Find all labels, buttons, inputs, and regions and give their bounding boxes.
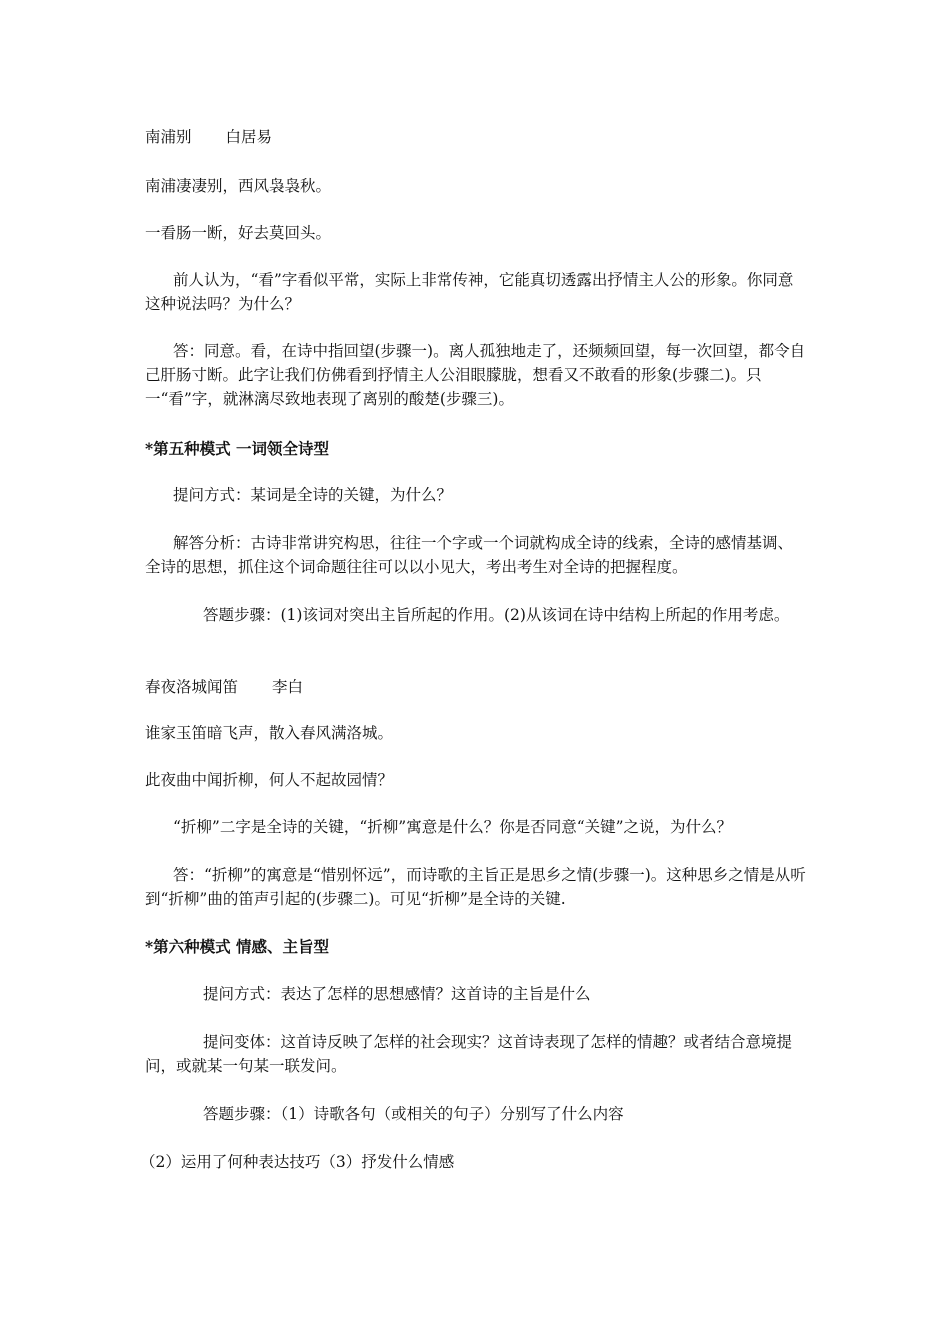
mode5-heading: *第五种模式 一词领全诗型 (145, 439, 330, 458)
poem1-title: 南浦别 (145, 128, 192, 146)
poem1-title-line (145, 125, 808, 149)
poem1-line2: 一看肠一断，好去莫回头。 (145, 224, 332, 242)
poem2-line2: 此夜曲中闻折柳，何人不起故园情？ (145, 771, 394, 789)
poem2-author: 李白 (272, 678, 304, 696)
q1-answer: 答：同意。看，在诗中指回望(步骤一)。离人孤独地走了，还频频回望，每一次回望，都令自己肝肠寸断。此字让我们仿佛看到抒情主人公泪眼朦胧，想看又不敢看的形象(步骤二)。只一“看”字，就淋漓尽致地表现了离别的酸楚(步骤三)。 (145, 342, 806, 408)
poem2-title: 春夜洛城闻笛 (145, 678, 239, 696)
poem1-line1: 南浦凄凄别，西风袅袅秋。 (145, 177, 332, 195)
poem1-author: 白居易 (225, 128, 273, 146)
q1-question: 前人认为，“看”字看似平常，实际上非常传神，它能真切透露出抒情主人公的形象。你同意这种说法吗？为什么？ (145, 271, 794, 313)
q2-answer: 答：“折柳”的寓意是“惜别怀远”，而诗歌的主旨正是思乡之情(步骤一)。这种思乡之情是从听到“折柳”曲的笛声引起的(步骤二)。可见“折柳”是全诗的关键. (145, 866, 806, 908)
mode6-variant: 提问变体：这首诗反映了怎样的社会现实？这首诗表现了怎样的情趣？或者结合意境提问，或就某一句某一联发问。 (145, 1033, 793, 1075)
mode6-heading: *第六种模式 情感、主旨型 (145, 937, 330, 956)
mode5-ask: 提问方式：某词是全诗的关键，为什么？ (173, 486, 453, 504)
mode5-steps: 答题步骤：(1)该词对突出主旨所起的作用。(2)从该词在诗中结构上所起的作用考虑。 (203, 606, 790, 624)
mode6-ask: 提问方式：表达了怎样的思想感情？这首诗的主旨是什么 (203, 985, 591, 1003)
poem2-line1: 谁家玉笛暗飞声，散入春风满洛城。 (145, 724, 394, 742)
mode6-steps-1: 答题步骤：（1）诗歌各句（或相关的句子）分别写了什么内容 (203, 1105, 624, 1123)
mode5-analysis: 解答分析：古诗非常讲究构思，往往一个字或一个词就构成全诗的线索，全诗的感情基调、全诗的思想，抓住这个词命题往往可以以小见大，考出考生对全诗的把握程度。 (145, 534, 794, 576)
mode6-steps-2: （2）运用了何种表达技巧（3）抒发什么情感 (140, 1153, 455, 1171)
poem2-title-line (145, 675, 808, 699)
q2-question: “折柳”二字是全诗的关键，“折柳”寓意是什么？你是否同意“关键”之说，为什么？ (173, 818, 733, 836)
